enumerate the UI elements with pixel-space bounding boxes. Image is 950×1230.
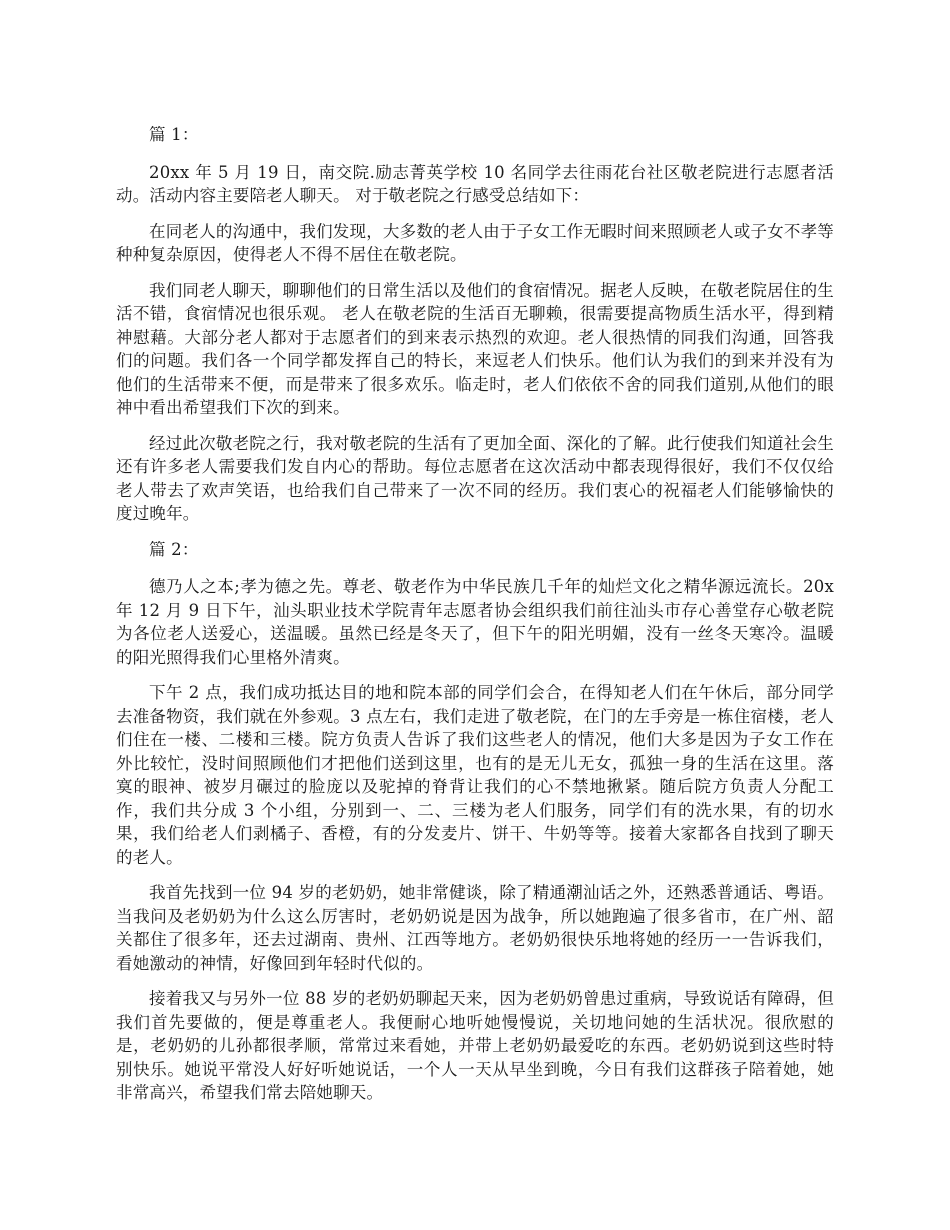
section-heading: 篇 1： bbox=[149, 125, 199, 144]
paragraph: 我们同老人聊天，聊聊他们的日常生活以及他们的食宿情况。据老人反映，在敬老院居住的生活不错，食宿情况也很乐观。 老人在敬老院的生活百无聊赖，很需要提高物质生活水平，得到精神慰藉。大部分老人都对于志愿者们的到来表示热烈的欢迎。老人很热情的同我们沟通，回答我们的问题。我们各一个同学都发挥自己的特长，来逗老人们快乐。他们认为我们的到来并没有为他们的生活带来不便，而是带来了很多欢乐。临走时，老人们依依不舍的同我们道别,从他们的眼神中看出希望我们下次的到来。 bbox=[116, 280, 834, 417]
paragraph: 德乃人之本;孝为德之先。尊老、敬老作为中华民族几千年的灿烂文化之精华源远流长。20x 年 12 月 9 日下午，汕头职业技术学院青年志愿者协会组织我们前往汕头市存心善堂存心敬老院为各位老人送爱心，送温暖。虽然已经是冬天了，但下午的阳光明媚，没有一丝冬天寒冷。温暖的阳光照得我们心里格外清爽。 bbox=[116, 577, 834, 667]
paragraph: 我首先找到一位 94 岁的老奶奶，她非常健谈，除了精通潮汕话之外，还熟悉普通话、粤语。当我问及老奶奶为什么这么厉害时，老奶奶说是因为战争，所以她跑遍了很多省市，在广州、韶关都住了很多年，还去过湖南、贵州、江西等地方。老奶奶很快乐地将她的经历一一告诉我们，看她激动的神情，好像回到年轻时代似的。 bbox=[116, 883, 834, 973]
paragraph: 在同老人的沟通中，我们发现，大多数的老人由于子女工作无暇时间来照顾老人或子女不孝等种种复杂原因，使得老人不得不居住在敬老院。 bbox=[116, 221, 834, 264]
paragraph: 20xx 年 5 月 19 日，南交院.励志菁英学校 10 名同学去往雨花台社区敬老院进行志愿者活动。活动内容主要陪老人聊天。 对于敬老院之行感受总结如下： bbox=[116, 162, 834, 205]
paragraph: 接着我又与另外一位 88 岁的老奶奶聊起天来，因为老奶奶曾患过重病，导致说话有障碍，但我们首先要做的，便是尊重老人。我便耐心地听她慢慢说，关切地问她的生活状况。很欣慰的是，老奶奶的儿孙都很孝顺，常常过来看她，并带上老奶奶最爱吃的东西。老奶奶说到这些时特别快乐。她说平常没人好好听她说话，一个人一天从早坐到晚，今日有我们这群孩子陪着她，她非常高兴，希望我们常去陪她聊天。 bbox=[116, 989, 834, 1102]
document-body bbox=[116, 123, 834, 1117]
paragraph: 下午 2 点，我们成功抵达目的地和院本部的同学们会合，在得知老人们在午休后，部分同学去准备物资，我们就在外参观。3 点左右，我们走进了敬老院，在门的左手旁是一栋住宿楼，老人们住在一楼、二楼和三楼。院方负责人告诉了我们这些老人的情况，他们大多是因为子女工作在外比较忙，没时间照顾他们才把他们送到这里，也有的是无儿无女，孤独一身的生活在这里。落寞的眼神、被岁月碾过的脸庞以及驼掉的脊背让我们的心不禁地揪紧。随后院方负责人分配工作，我们共分成 3 个小组，分别到一、二、三楼为老人们服务，同学们有的洗水果，有的切水果，我们给老人们剥橘子、香橙，有的分发麦片、饼干、牛奶等等。接着大家都各自找到了聊天的老人。 bbox=[116, 683, 834, 867]
section-heading: 篇 2： bbox=[149, 539, 199, 559]
paragraph: 经过此次敬老院之行，我对敬老院的生活有了更加全面、深化的了解。此行使我们知道社会生还有许多老人需要我们发自内心的帮助。每位志愿者在这次活动中都表现得很好，我们不仅仅给老人带去了欢声笑语，也给我们自己带来了一次不同的经历。我们衷心的祝福老人们能够愉快的度过晚年。 bbox=[116, 433, 834, 523]
